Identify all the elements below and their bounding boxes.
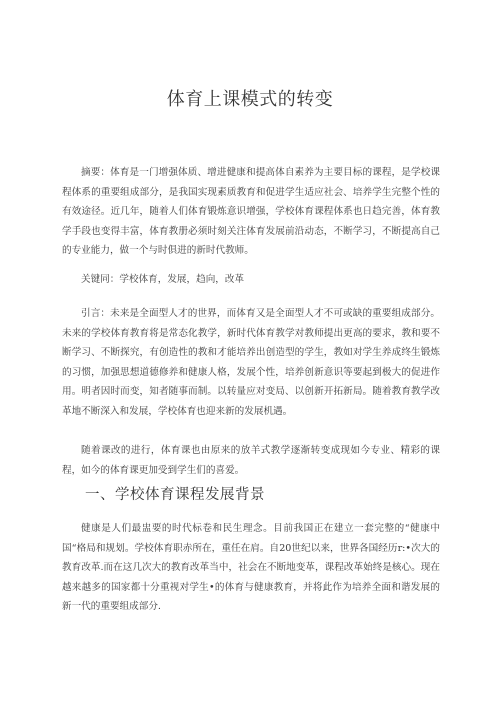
- introduction-paragraph: 引言：未来是全面型人才的世界，而体育又是全面型人才不可或缺的重要组成部分。未来的学校体育教育将是常态化教学，新时代体育教学对教师提出更高的要求，教和要不断学习、不断探究，有创造性的教和才能培养出创造型的学生，教如对学生养成终生锻炼的习惯，加强思想道德修养和健康人格，发展个性，培养创新意识等要起到极大的促进作用。明者因时而变，知者随事而制。以转量应对变局、以创新开拓新局。随着教育教学改革地不断深入和发展，学校体育也迎来新的发展机遇。: [62, 308, 440, 417]
- document-title: 体育上课模式的转变: [166, 89, 334, 110]
- reform-paragraph: 随着课改的进行，体育课也由原来的放羊式教学逐渐转变成现如今专业、精彩的课程，如今的体育课更加受到学生们的喜爱。: [62, 445, 440, 476]
- abstract-paragraph: 摘要：体育是一门增强体质、增进健康和提高体自素养为主要目标的课程，是学校课程体系的重要组成部分，是我国实现素质教育和促进学生适应社会、培养学生完整个性的有效途径。近几年，随着人们体育锻炼意识增强，学校体育课程体系也日趋完善，体育教学手段也变得丰富，体育教册必须时刻关注体育发展前沿动态，不断学习，不断提高自己的专业能力，做一个与时俱进的新时代教师。: [62, 167, 440, 256]
- background-paragraph: 健康是人们最盅要的时代标卷和民生理念。目前我国正在建立一套完整的“健康中国“格局和规划。学校体育职赤所在，重任在肩。自20世纪以来，世界各国经历r:•次大的教育改革.而在这几次大的教育改革当中，社会在不断地变革，课程改革始终是核心。现在越来越多的国家都十分重视对学生•的体育与健康教育，并将此作为培养全面和谐发展的新一代的重要组成部分.: [62, 523, 440, 612]
- keywords-paragraph: 关键同：学校体育，发展，趋向，改革: [81, 274, 245, 285]
- section-heading: 一、学校体育课程发展背景: [85, 487, 265, 503]
